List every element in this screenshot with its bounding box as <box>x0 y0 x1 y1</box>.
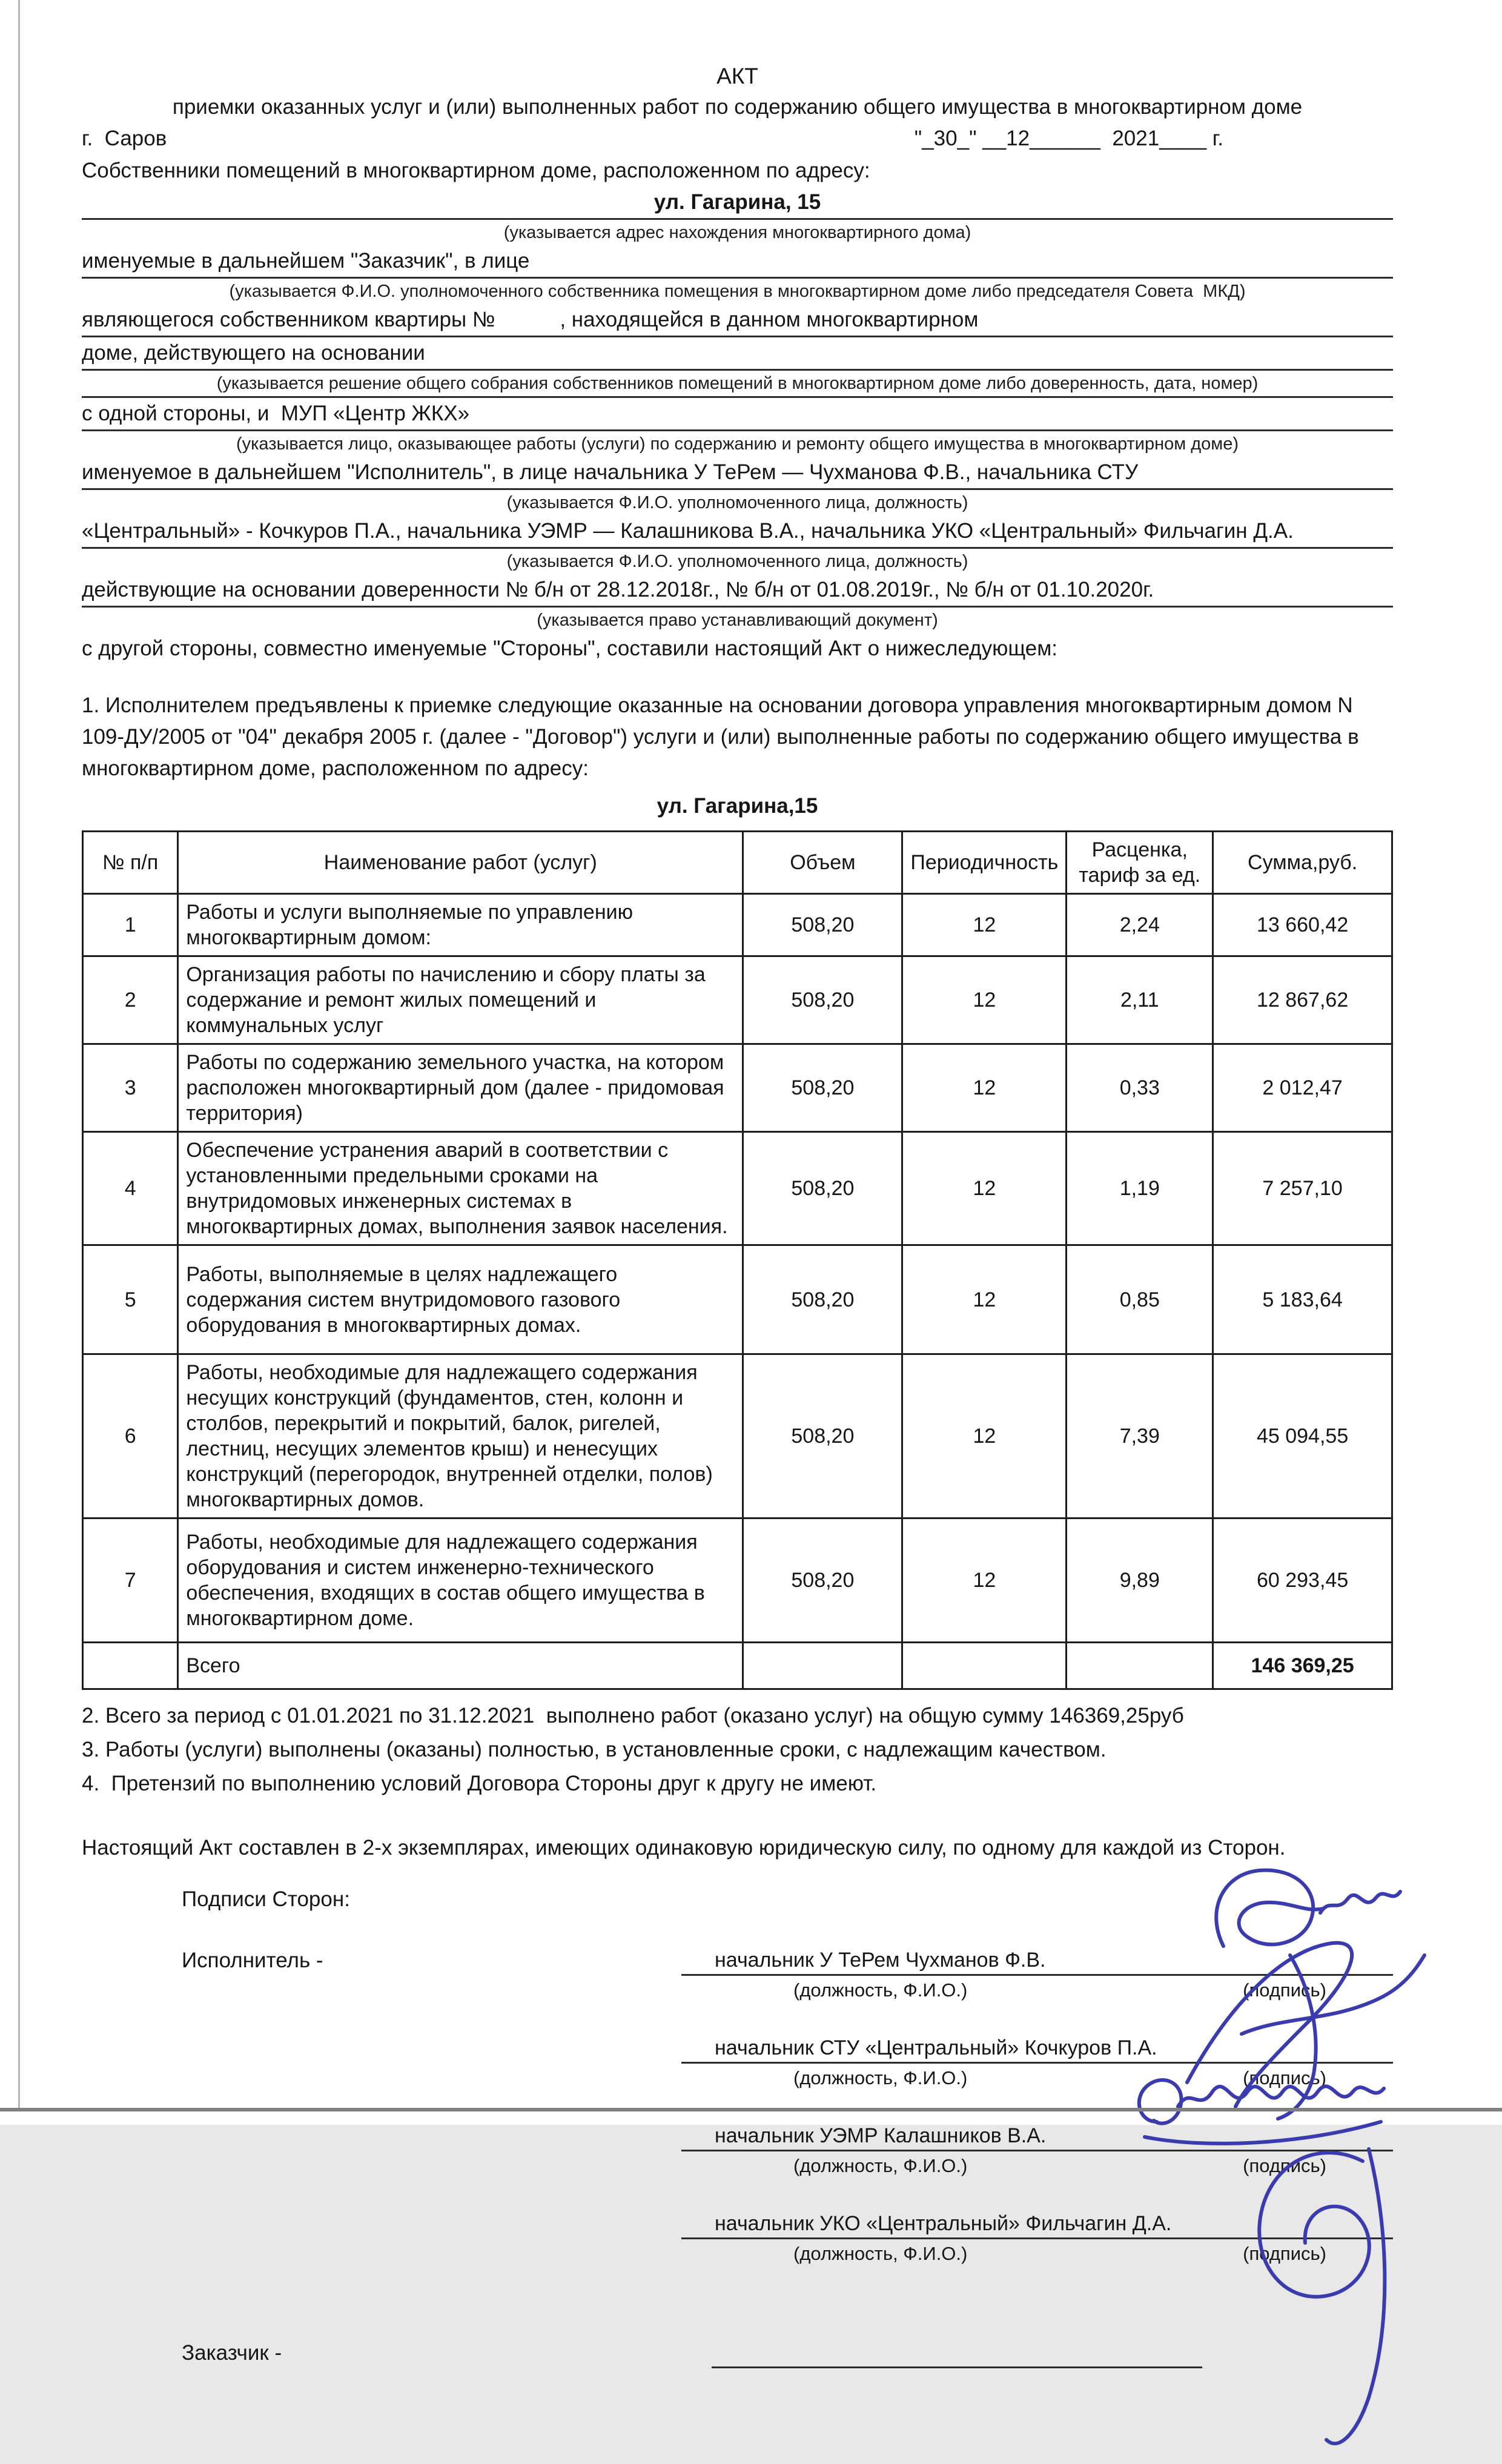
notes-section <box>82 1701 1393 1799</box>
closing-paragraph: Настоящий Акт составлен в 2-х экземплярах, имеющих одинаковую юридическую силу, по одному для каждой из Сторон. <box>82 1836 1286 1860</box>
signature-field-4 <box>681 2210 1393 2266</box>
owner-caption: (указывается Ф.И.О. уполномоченного собственника помещения в многоквартирном доме либо председателя Совета МКД) <box>229 282 1246 301</box>
row-sum: 12 867,62 <box>1213 956 1392 1044</box>
row-rate: 7,39 <box>1067 1354 1213 1518</box>
row-rate: 0,85 <box>1067 1245 1213 1354</box>
row-sum: 2 012,47 <box>1213 1044 1392 1132</box>
executor-label-spacer-4 <box>82 2210 681 2266</box>
basis-line: доме, действующего на основании <box>82 337 1393 371</box>
col-header-name: Наименование работ (услуг) <box>178 832 743 894</box>
row-period: 12 <box>902 1132 1067 1245</box>
caption-sign: (подпись) <box>1243 1979 1326 2001</box>
address-line-2: ул. Гагарина,15 <box>657 794 818 818</box>
caption-sign: (подпись) <box>1243 2155 1326 2176</box>
row-num: 4 <box>83 1132 178 1245</box>
row-name: Обеспечение устранения аварий в соответствии с установленными предельными сроками на внутридомовых инженерных системах в многоквартирных домах, выполнения заявок населения. <box>178 1132 743 1245</box>
row-name: Работы по содержанию земельного участка, на котором расположен многоквартирный дом (далее - придомовая территория) <box>178 1044 743 1132</box>
note-2: 2. Всего за период с 01.01.2021 по 31.12.2021 выполнено работ (оказано услуг) на общую сумму 146369,25руб <box>82 1704 1184 1727</box>
row-name: Работы, необходимые для надлежащего содержания оборудования и систем инженерно-технического обеспечения, входящих в состав общего имущества в многоквартирном доме. <box>178 1518 743 1643</box>
total-empty-rate <box>1067 1643 1213 1689</box>
total-empty-period <box>902 1643 1067 1689</box>
total-label: Всего <box>178 1643 743 1689</box>
table-row <box>83 1518 1392 1643</box>
person-caption: (указывается лицо, оказывающее работы (услуги) по содержанию и ремонту общего имущества в многоквартирном доме) <box>236 434 1239 454</box>
table-row <box>83 1354 1392 1518</box>
document-content <box>82 0 1393 2368</box>
row-name: Работы и услуги выполняемые по управлению многоквартирным домом: <box>178 894 743 956</box>
signatory-name-2: начальник СТУ «Центральный» Кочкуров П.А. <box>681 2034 1393 2064</box>
city-date-row <box>82 122 1393 155</box>
row-rate: 2,24 <box>1067 894 1213 956</box>
customer-block <box>82 2339 1393 2368</box>
table-row <box>83 1132 1392 1245</box>
total-sum: 146 369,25 <box>1213 1643 1392 1689</box>
signature-captions-1 <box>681 1976 1393 2002</box>
central-line: «Центральный» - Кочкуров П.А., начальника УЭМР — Калашникова В.А., начальника УКО «Центральный» Фильчагин Д.А. <box>82 515 1393 549</box>
table-header-row <box>83 832 1392 894</box>
resolution-caption: (указывается решение общего собрания собственников помещений в многоквартирном доме либо доверенность, дата, номер) <box>82 371 1393 398</box>
col-header-volume: Объем <box>743 832 902 894</box>
row-period: 12 <box>902 894 1067 956</box>
row-name: Работы, выполняемые в целях надлежащего содержания систем внутридомового газового оборудования в многоквартирных домах. <box>178 1245 743 1354</box>
signatory-name-1: начальник У ТеРем Чухманов Ф.В. <box>681 1946 1393 1976</box>
address-caption: (указывается адрес нахождения многоквартирного дома) <box>503 223 971 242</box>
customer-label: Заказчик - <box>182 2341 282 2365</box>
row-volume: 508,20 <box>743 1354 902 1518</box>
signature-block-4 <box>82 2210 1393 2266</box>
row-volume: 508,20 <box>743 1132 902 1245</box>
customer-signature-field <box>681 2339 1393 2368</box>
signatory-name-4: начальник УКО «Центральный» Фильчагин Д.А. <box>681 2210 1393 2239</box>
table-row <box>83 1245 1392 1354</box>
caption-position: (должность, Ф.И.О.) <box>793 2243 968 2264</box>
signature-captions-2 <box>681 2064 1393 2090</box>
date-value: "_30_" __12______ 2021____ г. <box>914 127 1223 150</box>
fio-caption-1: (указывается Ф.И.О. уполномоченного лица, должность) <box>506 493 968 512</box>
row-period: 12 <box>902 956 1067 1044</box>
signatory-name-3: начальник УЭМР Калашников В.А. <box>681 2122 1393 2151</box>
row-sum: 7 257,10 <box>1213 1132 1392 1245</box>
power-line: действующие на основании доверенности № б/н от 28.12.2018г., № б/н от 01.08.2019г., № б/н от 01.10.2020г. <box>82 574 1393 608</box>
row-num: 1 <box>83 894 178 956</box>
row-sum: 13 660,42 <box>1213 894 1392 956</box>
side2-line: с другой стороны, совместно именуемые "Стороны", составили настоящий Акт о нижеследующем: <box>82 637 1058 660</box>
row-period: 12 <box>902 1245 1067 1354</box>
col-header-period: Периодичность <box>902 832 1067 894</box>
owners-intro: Собственники помещений в многоквартирном доме, расположенном по адресу: <box>82 159 870 182</box>
executor-label: Исполнитель - <box>182 1949 323 1972</box>
row-period: 12 <box>902 1044 1067 1132</box>
row-num: 3 <box>83 1044 178 1132</box>
caption-position: (должность, Ф.И.О.) <box>793 2155 968 2176</box>
signature-field-1 <box>681 1946 1393 2002</box>
row-volume: 508,20 <box>743 894 902 956</box>
signature-captions-4 <box>681 2239 1393 2266</box>
side1-line: с одной стороны, и МУП «Центр ЖКХ» <box>82 398 1393 431</box>
executor-label-spacer-3 <box>82 2122 681 2178</box>
right-doc-caption: (указывается право устанавливающий документ) <box>537 611 938 630</box>
document-subtitle: приемки оказанных услуг и (или) выполненных работ по содержанию общего имущества в многоквартирном доме <box>172 95 1303 119</box>
col-header-num: № п/п <box>83 832 178 894</box>
row-period: 12 <box>902 1518 1067 1643</box>
signature-block-3 <box>82 2122 1393 2178</box>
table-row <box>83 894 1392 956</box>
row-volume: 508,20 <box>743 1518 902 1643</box>
total-empty-num <box>83 1643 178 1689</box>
signature-captions-3 <box>681 2151 1393 2178</box>
row-num: 7 <box>83 1518 178 1643</box>
signatures-area <box>82 1946 1393 2368</box>
signature-field-3 <box>681 2122 1393 2178</box>
table-total-row <box>83 1643 1392 1689</box>
signatures-heading: Подписи Сторон: <box>182 1887 350 1911</box>
row-num: 2 <box>83 956 178 1044</box>
row-sum: 60 293,45 <box>1213 1518 1392 1643</box>
note-3: 3. Работы (услуги) выполнены (оказаны) полностью, в установленные сроки, с надлежащим качеством. <box>82 1738 1107 1761</box>
caption-position: (должность, Ф.И.О.) <box>793 2067 968 2088</box>
caption-sign: (подпись) <box>1243 2067 1326 2088</box>
row-volume: 508,20 <box>743 1245 902 1354</box>
row-volume: 508,20 <box>743 1044 902 1132</box>
row-period: 12 <box>902 1354 1067 1518</box>
note-4: 4. Претензий по выполнению условий Договора Стороны друг к другу не имеют. <box>82 1772 877 1795</box>
section1-paragraph: 1. Исполнителем предъявлены к приемке следующие оказанные на основании договора управления многоквартирным домом N 109-ДУ/2005 от "04" декабря 2005 г. (далее - "Договор") услуги и (или) выполненные работы по содержанию общего имущества в многоквартирном доме, расположенном по адресу: <box>82 694 1359 780</box>
document-title: АКТ <box>716 64 758 88</box>
flat-line: являющегося собственником квартиры № , находящейся в данном многоквартирном <box>82 304 1393 337</box>
customer-signature-line <box>712 2339 1202 2368</box>
col-header-rate: Расценка, тариф за ед. <box>1067 832 1213 894</box>
row-rate: 9,89 <box>1067 1518 1213 1643</box>
signature-block-1 <box>82 1946 1393 2002</box>
row-sum: 45 094,55 <box>1213 1354 1392 1518</box>
row-num: 5 <box>83 1245 178 1354</box>
fio-caption-2: (указывается Ф.И.О. уполномоченного лица, должность) <box>506 552 968 571</box>
executor-label-spacer-2 <box>82 2034 681 2090</box>
city-label: г. Саров <box>82 127 167 150</box>
row-rate: 0,33 <box>1067 1044 1213 1132</box>
row-rate: 1,19 <box>1067 1132 1213 1245</box>
table-row <box>83 956 1392 1044</box>
address-line: ул. Гагарина, 15 <box>82 187 1393 220</box>
col-header-sum: Сумма,руб. <box>1213 832 1392 894</box>
row-rate: 2,11 <box>1067 956 1213 1044</box>
row-name: Работы, необходимые для надлежащего содержания несущих конструкций (фундаментов, стен, колонн и столбов, перекрытий и покрытий, балок, ригелей, лестниц, несущих элементов крыш) и ненесущих конструкций (перегородок, внутренней отделки, полов) многоквартирных домов. <box>178 1354 743 1518</box>
row-num: 6 <box>83 1354 178 1518</box>
works-table <box>82 830 1393 1690</box>
customer-line: именуемые в дальнейшем "Заказчик", в лице <box>82 245 1393 279</box>
signature-field-2 <box>681 2034 1393 2090</box>
table-row <box>83 1044 1392 1132</box>
caption-sign: (подпись) <box>1243 2243 1326 2264</box>
caption-position: (должность, Ф.И.О.) <box>793 1979 968 2001</box>
signature-block-2 <box>82 2034 1393 2090</box>
row-name: Организация работы по начислению и сбору платы за содержание и ремонт жилых помещений и коммунальных услуг <box>178 956 743 1044</box>
row-sum: 5 183,64 <box>1213 1245 1392 1354</box>
row-volume: 508,20 <box>743 956 902 1044</box>
total-empty-volume <box>743 1643 902 1689</box>
executor-line: именуемое в дальнейшем "Исполнитель", в лице начальника У ТеРем — Чухманова Ф.В., начальника СТУ <box>82 457 1393 490</box>
